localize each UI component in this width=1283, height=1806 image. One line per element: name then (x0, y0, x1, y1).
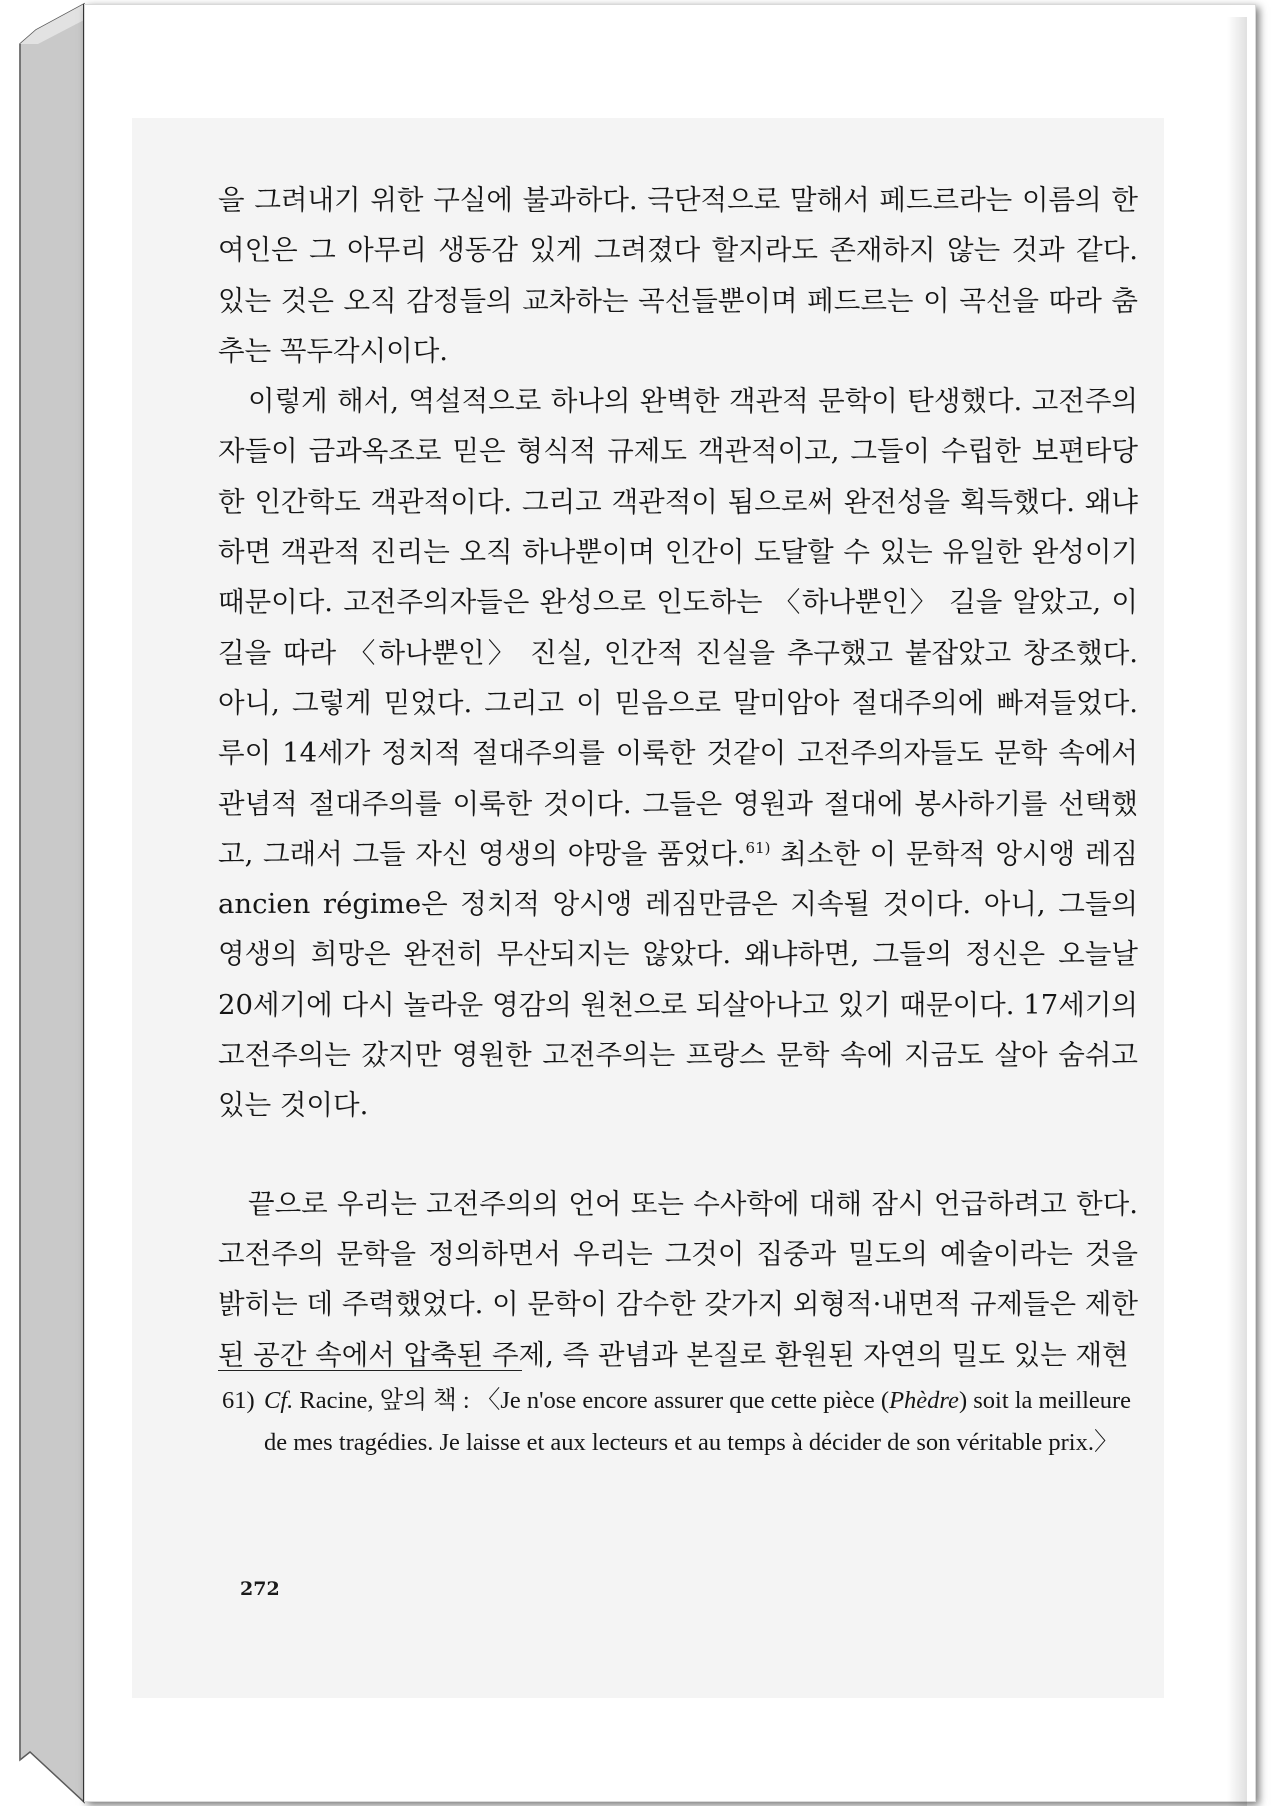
section-gap (218, 1131, 1138, 1179)
paragraph-text: 최소한 이 문학적 앙시앵 레짐ancien régime은 정치적 앙시앵 레짐만큼은 지속될 것이다. 아니, 그들의 영생의 희망은 완전히 무산되지는 않았다. 왜냐하면, 그들의 정신은 오늘날 20세기에 다시 놀라운 영감의 원천으로 되살아나고 있기 때문이다. 17세기의 고전주의는 갔지만 영원한 고전주의는 프랑스 문학 속에 지금도 살아 숨쉬고 있는 것이다. (218, 837, 1138, 1122)
paragraph (218, 376, 1138, 1130)
footnote-reference: 61) (745, 838, 771, 857)
footnote-number: 61) (222, 1387, 255, 1414)
paragraph-text: 이렇게 해서, 역설적으로 하나의 완벽한 객관적 문학이 탄생했다. 고전주의자들이 금과옥조로 믿은 형식적 규제도 객관적이고, 그들이 수립한 보편타당한 인간학도 객관적이다. 그리고 객관적이 됨으로써 완전성을 획득했다. 왜냐하면 객관적 진리는 오직 하나뿐이며 인간이 도달할 수 있는 유일한 완성이기 때문이다. 고전주의자들은 완성으로 인도하는 〈하나뿐인〉 길을 알았고, 이 길을 따라 〈하나뿐인〉 진실, 인간적 진실을 추구했고 붙잡았고 창조했다. 아니, 그렇게 믿었다. 그리고 이 믿음으로 말미암아 절대주의에 빠져들었다. 루이 14세가 정치적 절대주의를 이룩한 것같이 고전주의자들도 문학 속에서 관념적 절대주의를 이룩한 것이다. 그들은 영원과 절대에 봉사하기를 선택했고, 그래서 그들 자신 영생의 야망을 품었다. (218, 385, 1138, 870)
footnote-text-part: ) soit la meilleure de mes tragédies. Je laisse et aux lecteurs et au temps à décider de son véritable prix.〉 (264, 1387, 1132, 1456)
footnote-text-part: Racine, 앞의 책 : 〈Je n'ose encore assurer que cette pièce ( (293, 1387, 890, 1414)
footnote (222, 1380, 1132, 1464)
paragraph: 을 그려내기 위한 구실에 불과하다. 극단적으로 말해서 페드르라는 이름의 한 여인은 그 아무리 생동감 있게 그려졌다 할지라도 존재하지 않는 것과 같다. 있는 것은 오직 감정들의 교차하는 곡선들뿐이며 페드르는 이 곡선을 따라 춤추는 꼭두각시이다. (218, 184, 1138, 367)
footnote-text (264, 1380, 1132, 1464)
footnote-divider (218, 1370, 522, 1371)
body-text (218, 175, 1138, 1380)
book-spine (0, 0, 86, 1806)
footnote-cf: Cf. (264, 1387, 294, 1414)
page-edge-shadow (1227, 17, 1247, 1806)
page-number: 272 (240, 1578, 280, 1600)
paragraph: 끝으로 우리는 고전주의의 언어 또는 수사학에 대해 잠시 언급하려고 한다. 고전주의 문학을 정의하면서 우리는 그것이 집중과 밀도의 예술이라는 것을 밝히는 데 주력했었다. 이 문학이 감수한 갖가지 외형적·내면적 규제들은 제한된 공간 속에서 압축된 주제, 즉 관념과 본질로 환원된 자연의 밀도 있는 재현 (218, 1187, 1138, 1371)
footnote-title: Phèdre (889, 1387, 959, 1414)
